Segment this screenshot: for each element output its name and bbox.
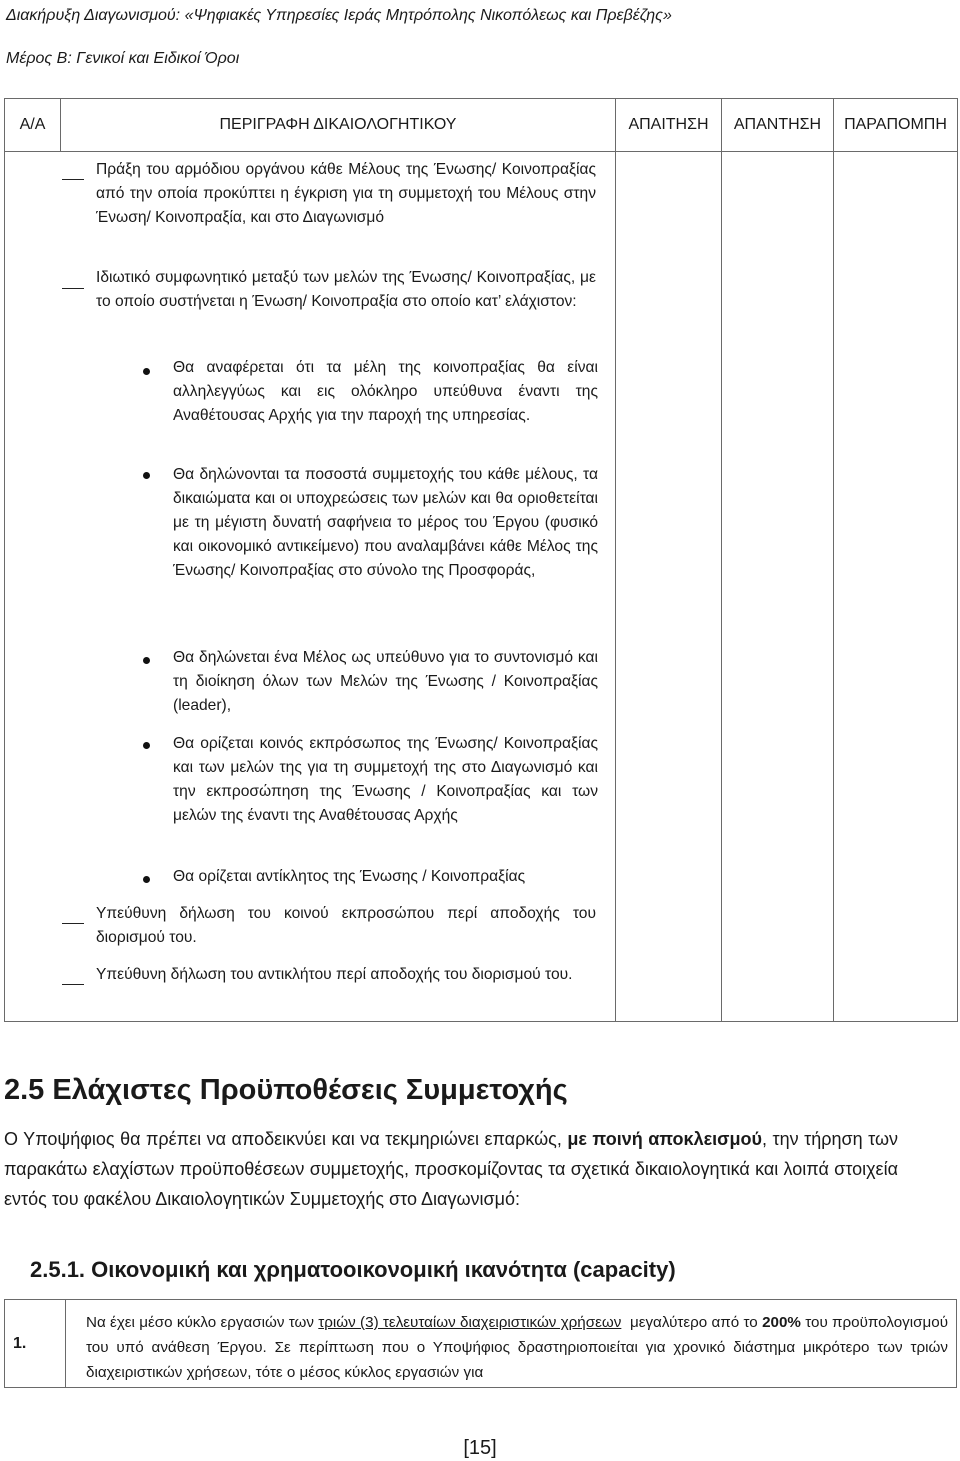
bullet-item: Θα δηλώνεται ένα Μέλος ως υπεύθυνο για το συντονισμό και τη διοίκηση όλων των Μελών της Ένωσης / Κοινοπραξίας (leader), [173, 649, 598, 714]
requirement-text [66, 1300, 957, 1388]
requirement-text-c: του προϋπολογισμού του υπό ανάθεση Έργου. Σε περίπτωση που ο Υποψήφιος δραστηριοποιείται για χρονικό διάστημα μικρότερο των τριών διαχειριστικών χρήσεων, τότε ο μέσος κύκλος εργασιών για [86, 1314, 948, 1381]
requirement-underlined-text: τριών (3) τελευταίων διαχειριστικών χρήσεων [318, 1314, 622, 1331]
bullet-marker [143, 876, 150, 883]
bullet-marker [143, 472, 150, 479]
dash-item: Πράξη του αρμόδιου οργάνου κάθε Μέλους της Ένωσης/ Κοινοπραξίας από την οποία προκύπτει η έγκριση για τη συμμετοχή του Μέλους στην Ένωση/ Κοινοπραξία, και στο Διαγωνισμό [96, 161, 596, 226]
bullet-item: Θα ορίζεται αντίκλητος της Ένωσης / Κοινοπραξίας [173, 868, 526, 885]
response-cell[interactable] [722, 152, 834, 1022]
bullet-marker [143, 657, 150, 664]
requirement-text-a: Να έχει μέσο κύκλο εργασιών των [86, 1314, 319, 1331]
intro-text-end: , την τήρηση των παρακάτω ελαχίστων προϋποθέσεων συμμετοχής, προσκομίζοντας τα σχετικά δικαιολογητικά και λοιπά στοιχεία εντός του φακέλου Δικαιολογητικών Συμμετοχής στο Διαγωνισμό: [4, 1129, 899, 1209]
requirement-bold-text: 200% [762, 1314, 801, 1331]
dash-item: Υπεύθυνη δήλωση του αντικλήτου περί αποδοχής του διορισμού του. [96, 966, 573, 983]
column-header-description: ΠΕΡΙΓΡΑΦΗ ΔΙΚΑΙΟΛΟΓΗΤΙΚΟΥ [61, 99, 616, 152]
bullet-item: Θα δηλώνονται τα ποσοστά συμμετοχής του κάθε μέλους, τα δικαιώματα και οι υποχρεώσεις των μελών και θα οριοθετείται με τη μέγιστη δυνατή σαφήνεια το μέρος του Έργου (φυσικό και οικονομικό αντικείμενο) που αναλαμβάνει κάθε Μέλος της Ένωσης/ Κοινοπραξίας στο σύνολο της Προσφοράς, [173, 466, 598, 579]
document-title: Διακήρυξη Διαγωνισμού: «Ψηφιακές Υπηρεσίες Ιεράς Μητρόπολης Νικοπόλεως και Πρεβέζης» [6, 7, 672, 24]
dash-item: Ιδιωτικό συμφωνητικό μεταξύ των μελών της Ένωσης/ Κοινοπραξίας, με το οποίο συστήνεται η Ένωση/ Κοινοπραξία στο οποίο κατ’ ελάχιστον: [96, 269, 596, 310]
reference-cell[interactable] [834, 152, 958, 1022]
column-header-requirement: ΑΠΑΙΤΗΣΗ [616, 99, 722, 152]
column-header-reference: ΠΑΡΑΠΟΜΠΗ [834, 99, 958, 152]
row-number: 1. [5, 1300, 66, 1388]
intro-bold-text: με ποινή αποκλεισμού [567, 1129, 762, 1149]
requirement-text-b: μεγαλύτερο από το [621, 1314, 763, 1331]
requirement-cell[interactable] [616, 152, 722, 1022]
description-cell [5, 152, 616, 1022]
column-header-response: ΑΠΑΝΤΗΣΗ [722, 99, 834, 152]
bullet-marker [143, 742, 150, 749]
bullet-item: Θα αναφέρεται ότι τα μέλη της κοινοπραξίας θα είναι αλληλεγγύως και εις ολόκληρο υπεύθυνα έναντι της Αναθέτουσας Αρχής για την παροχή της υπηρεσίας. [173, 359, 598, 424]
document-subtitle: Μέρος Β: Γενικοί και Ειδικοί Όροι [6, 50, 240, 67]
dash-item: Υπεύθυνη δήλωση του κοινού εκπροσώπου περί αποδοχής του διορισμού του. [96, 905, 596, 946]
column-header-aa: Α/Α [5, 99, 61, 152]
subsection-heading: 2.5.1. Οικονομική και χρηματοοικονομική ικανότητα (capacity) [30, 1257, 676, 1282]
table-header-row [5, 99, 958, 152]
page-number: [15] [463, 1437, 497, 1459]
requirement-table [4, 1299, 957, 1388]
table-row [5, 152, 958, 1022]
intro-paragraph [4, 1124, 898, 1214]
table-row [5, 1300, 957, 1388]
requirements-table [4, 98, 958, 1022]
bullet-item: Θα ορίζεται κοινός εκπρόσωπος της Ένωσης/ Κοινοπραξίας και των μελών της για τη συμμετοχή της στο Διαγωνισμό και την εκπροσώπηση της Ένωσης / Κοινοπραξίας και των μελών της έναντι της Αναθέτουσας Αρχής [173, 735, 598, 824]
bullet-marker [143, 368, 150, 375]
intro-text-start: Ο Υποψήφιος θα πρέπει να αποδεικνύει και να τεκμηριώνει επαρκώς, [4, 1129, 568, 1149]
section-heading: 2.5 Ελάχιστες Προϋποθέσεις Συμμετοχής [4, 1074, 568, 1106]
